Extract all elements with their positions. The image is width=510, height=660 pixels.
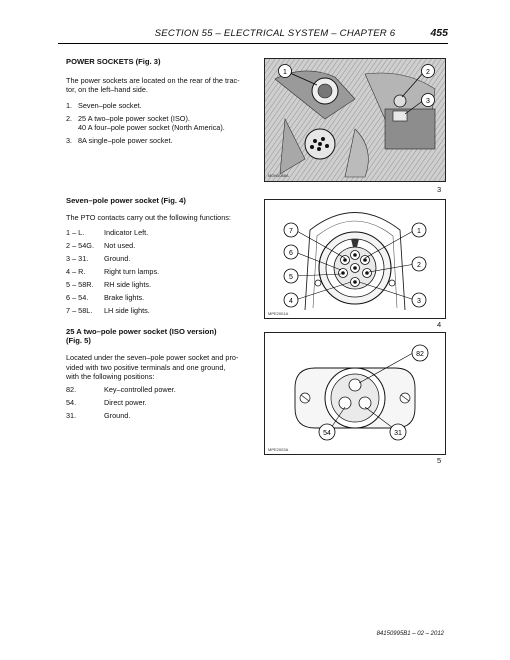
callout-label: 54 bbox=[323, 430, 331, 437]
figure-3-photo bbox=[264, 58, 446, 182]
two-pole-intro-2: vided with two positive terminals and one ground, bbox=[66, 362, 226, 372]
list-item: 31. Ground. bbox=[66, 411, 131, 420]
figure-3-number: 3 bbox=[437, 185, 442, 194]
list-item: 3. 8A single–pole power socket. bbox=[66, 136, 173, 145]
two-pole-intro-1: Located under the seven–pole power socket and pro- bbox=[66, 353, 239, 363]
power-sockets-section bbox=[66, 57, 251, 95]
page-number: 455 bbox=[430, 27, 448, 39]
seven-pole-socket-illustration bbox=[265, 200, 445, 318]
list-item: 2 – 54G. Not used. bbox=[66, 241, 136, 250]
callout-label: 3 bbox=[426, 98, 430, 105]
header-divider bbox=[58, 43, 448, 44]
figure-4-seven-pole-diagram bbox=[264, 199, 446, 319]
list-item: 5 – 58R. RH side lights. bbox=[66, 280, 152, 289]
list-item: 6 – 54. Brake lights. bbox=[66, 293, 145, 302]
callout-label: 1 bbox=[283, 69, 287, 76]
seven-pole-section bbox=[66, 196, 251, 222]
two-pole-socket-illustration bbox=[265, 333, 445, 454]
figure-3-code: MDN5088A bbox=[268, 173, 289, 178]
two-pole-heading-2: (Fig. 5) bbox=[66, 336, 91, 346]
power-sockets-intro-1: The power sockets are located on the rear of the trac- bbox=[66, 76, 240, 86]
list-item: 3 – 31. Ground. bbox=[66, 254, 131, 263]
callout-label: 2 bbox=[417, 262, 421, 269]
list-item: 1 – L. Indicator Left. bbox=[66, 228, 149, 237]
callout-label: 4 bbox=[289, 298, 293, 305]
callout-label: 82 bbox=[416, 351, 424, 358]
tractor-rear-sockets-illustration bbox=[265, 59, 445, 181]
figure-5-number: 5 bbox=[437, 456, 442, 465]
callout-label: 3 bbox=[417, 298, 421, 305]
list-item: 7 – 58L. LH side lights. bbox=[66, 306, 150, 315]
two-pole-intro-3: with the following positions: bbox=[66, 371, 155, 381]
callout-label: 6 bbox=[289, 250, 293, 257]
power-sockets-intro-2: tor, on the left–hand side. bbox=[66, 85, 148, 95]
callout-label: 7 bbox=[289, 228, 293, 235]
callout-label: 1 bbox=[417, 228, 421, 235]
list-item: 1. Seven–pole socket. bbox=[66, 101, 142, 110]
list-item: 4 – R. Right turn lamps. bbox=[66, 267, 160, 276]
section-title: SECTION 55 – ELECTRICAL SYSTEM – CHAPTER 6 bbox=[154, 28, 396, 39]
power-sockets-heading: POWER SOCKETS (Fig. 3) bbox=[66, 57, 161, 66]
list-item: 82. Key–controlled power. bbox=[66, 385, 176, 394]
figure-5-two-pole-diagram bbox=[264, 332, 446, 455]
figure-5-code: MPE2003A bbox=[268, 447, 289, 452]
callout-label: 2 bbox=[426, 69, 430, 76]
callout-label: 5 bbox=[289, 274, 293, 281]
document-footer: 84150995B1 – 02 – 2012 bbox=[376, 631, 444, 637]
two-pole-heading-1: 25 A two–pole power socket (ISO version) bbox=[66, 327, 217, 336]
callout-label: 31 bbox=[394, 430, 402, 437]
list-item: 2. 25 A two–pole power socket (ISO). bbox=[66, 114, 190, 123]
figure-4-number: 4 bbox=[437, 320, 442, 329]
two-pole-section bbox=[66, 327, 251, 381]
figure-4-code: MPE2001A bbox=[268, 311, 289, 316]
list-item: 54. Direct power. bbox=[66, 398, 147, 407]
seven-pole-intro: The PTO contacts carry out the following functions: bbox=[66, 213, 231, 223]
list-item: 40 A four–pole power socket (North America). bbox=[78, 123, 225, 132]
seven-pole-heading: Seven–pole power socket (Fig. 4) bbox=[66, 196, 186, 205]
